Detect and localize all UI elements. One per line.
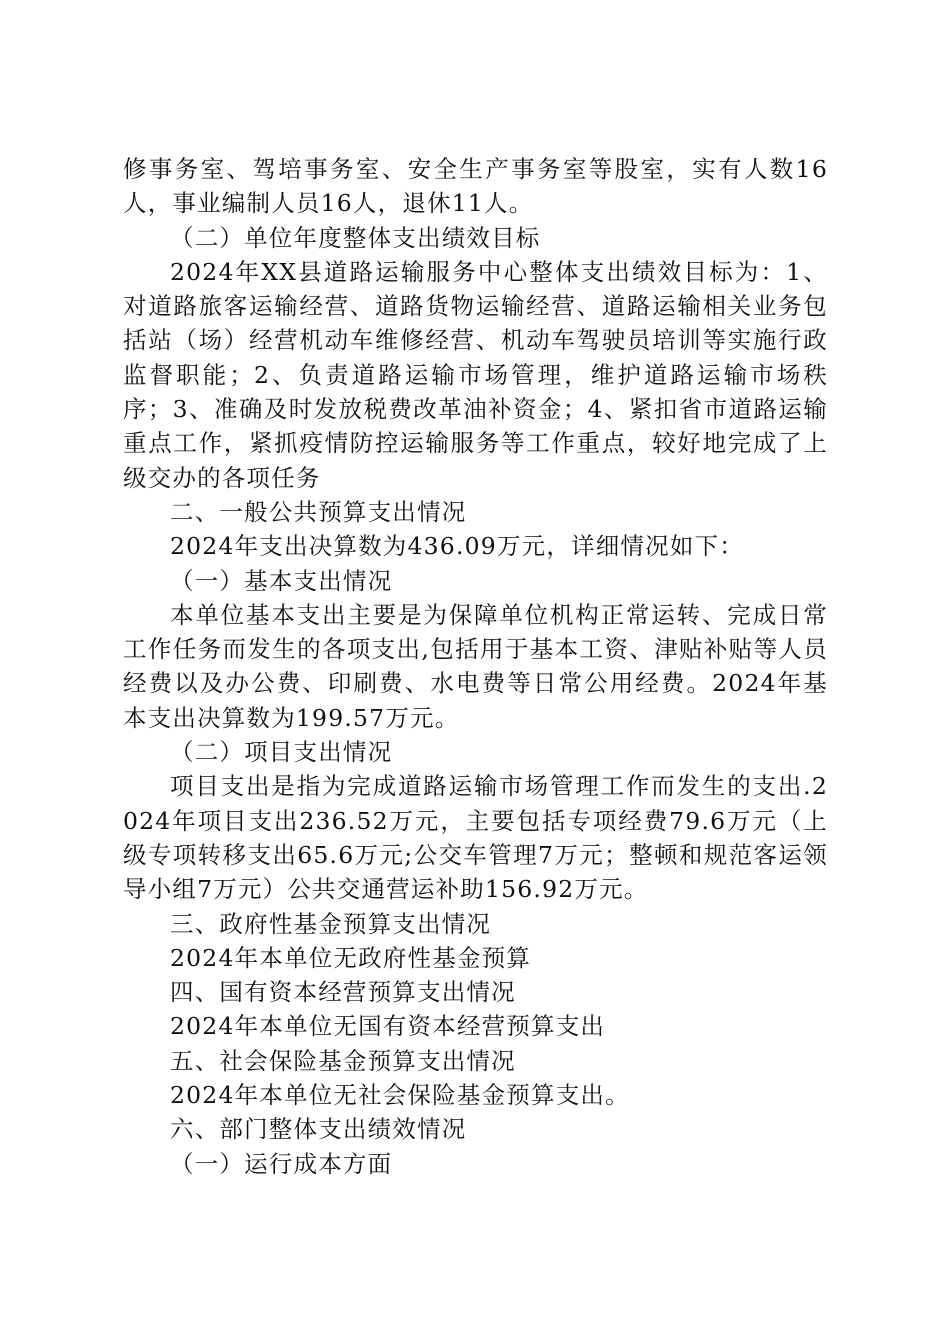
subheading-project-expenditure: （二）项目支出情况: [170, 738, 393, 767]
heading-state-capital: 四、国有资本经营预算支出情况: [170, 978, 516, 1007]
paragraph-government-fund: 2024年本单位无政府性基金预算: [170, 943, 532, 972]
paragraph-state-capital: 2024年本单位无国有资本经营预算支出: [170, 1012, 606, 1041]
heading-government-fund: 三、政府性基金预算支出情况: [170, 909, 492, 938]
subheading-basic-expenditure: （一）基本支出情况: [170, 566, 393, 595]
paragraph-basic-expenditure: 本单位基本支出主要是为保障单位机构正常运转、完成日常工作任务而发生的各项支出,包括用于基本工资、津贴补贴等人员经费以及办公费、印刷费、水电费等日常公用经费。2024年基本支出决算数为199.57万元。: [123, 600, 828, 732]
subheading-performance-goal: （二）单位年度整体支出绩效目标: [170, 223, 541, 252]
heading-general-budget: 二、一般公共预算支出情况: [170, 497, 467, 526]
paragraph-staff-summary: 修事务室、驾培事务室、安全生产事务室等股室，实有人数16人，事业编制人员16人，退休11人。: [123, 155, 828, 218]
paragraph-total-expenditure: 2024年支出决算数为436.09万元，详细情况如下：: [170, 532, 744, 561]
paragraph-performance-goal: 2024年XX县道路运输服务中心整体支出绩效目标为：1、对道路旅客运输经营、道路货物运输经营、道路运输相关业务包括站（场）经营机动车维修经营、机动车驾驶员培训等实施行政监督职能；2、负责道路运输市场管理，维护道路运输市场秩序；3、准确及时发放税费改革油补资金；4、紧扣省市道路运输重点工作，紧抓疫情防控运输服务等工作重点，较好地完成了上级交办的各项任务: [123, 257, 828, 492]
paragraph-project-expenditure: 项目支出是指为完成道路运输市场管理工作而发生的支出.2024年项目支出236.52万元，主要包括专项经费79.6万元（上级专项转移支出65.6万元;公交车管理7万元；整顿和规范客运领导小组7万元）公共交通营运补助156.92万元。: [123, 772, 828, 904]
document-body: [123, 152, 828, 1181]
subheading-operating-cost: （一）运行成本方面: [170, 1149, 393, 1178]
heading-social-insurance: 五、社会保险基金预算支出情况: [170, 1046, 516, 1075]
heading-overall-performance: 六、部门整体支出绩效情况: [170, 1115, 467, 1144]
paragraph-social-insurance: 2024年本单位无社会保险基金预算支出。: [170, 1081, 630, 1110]
